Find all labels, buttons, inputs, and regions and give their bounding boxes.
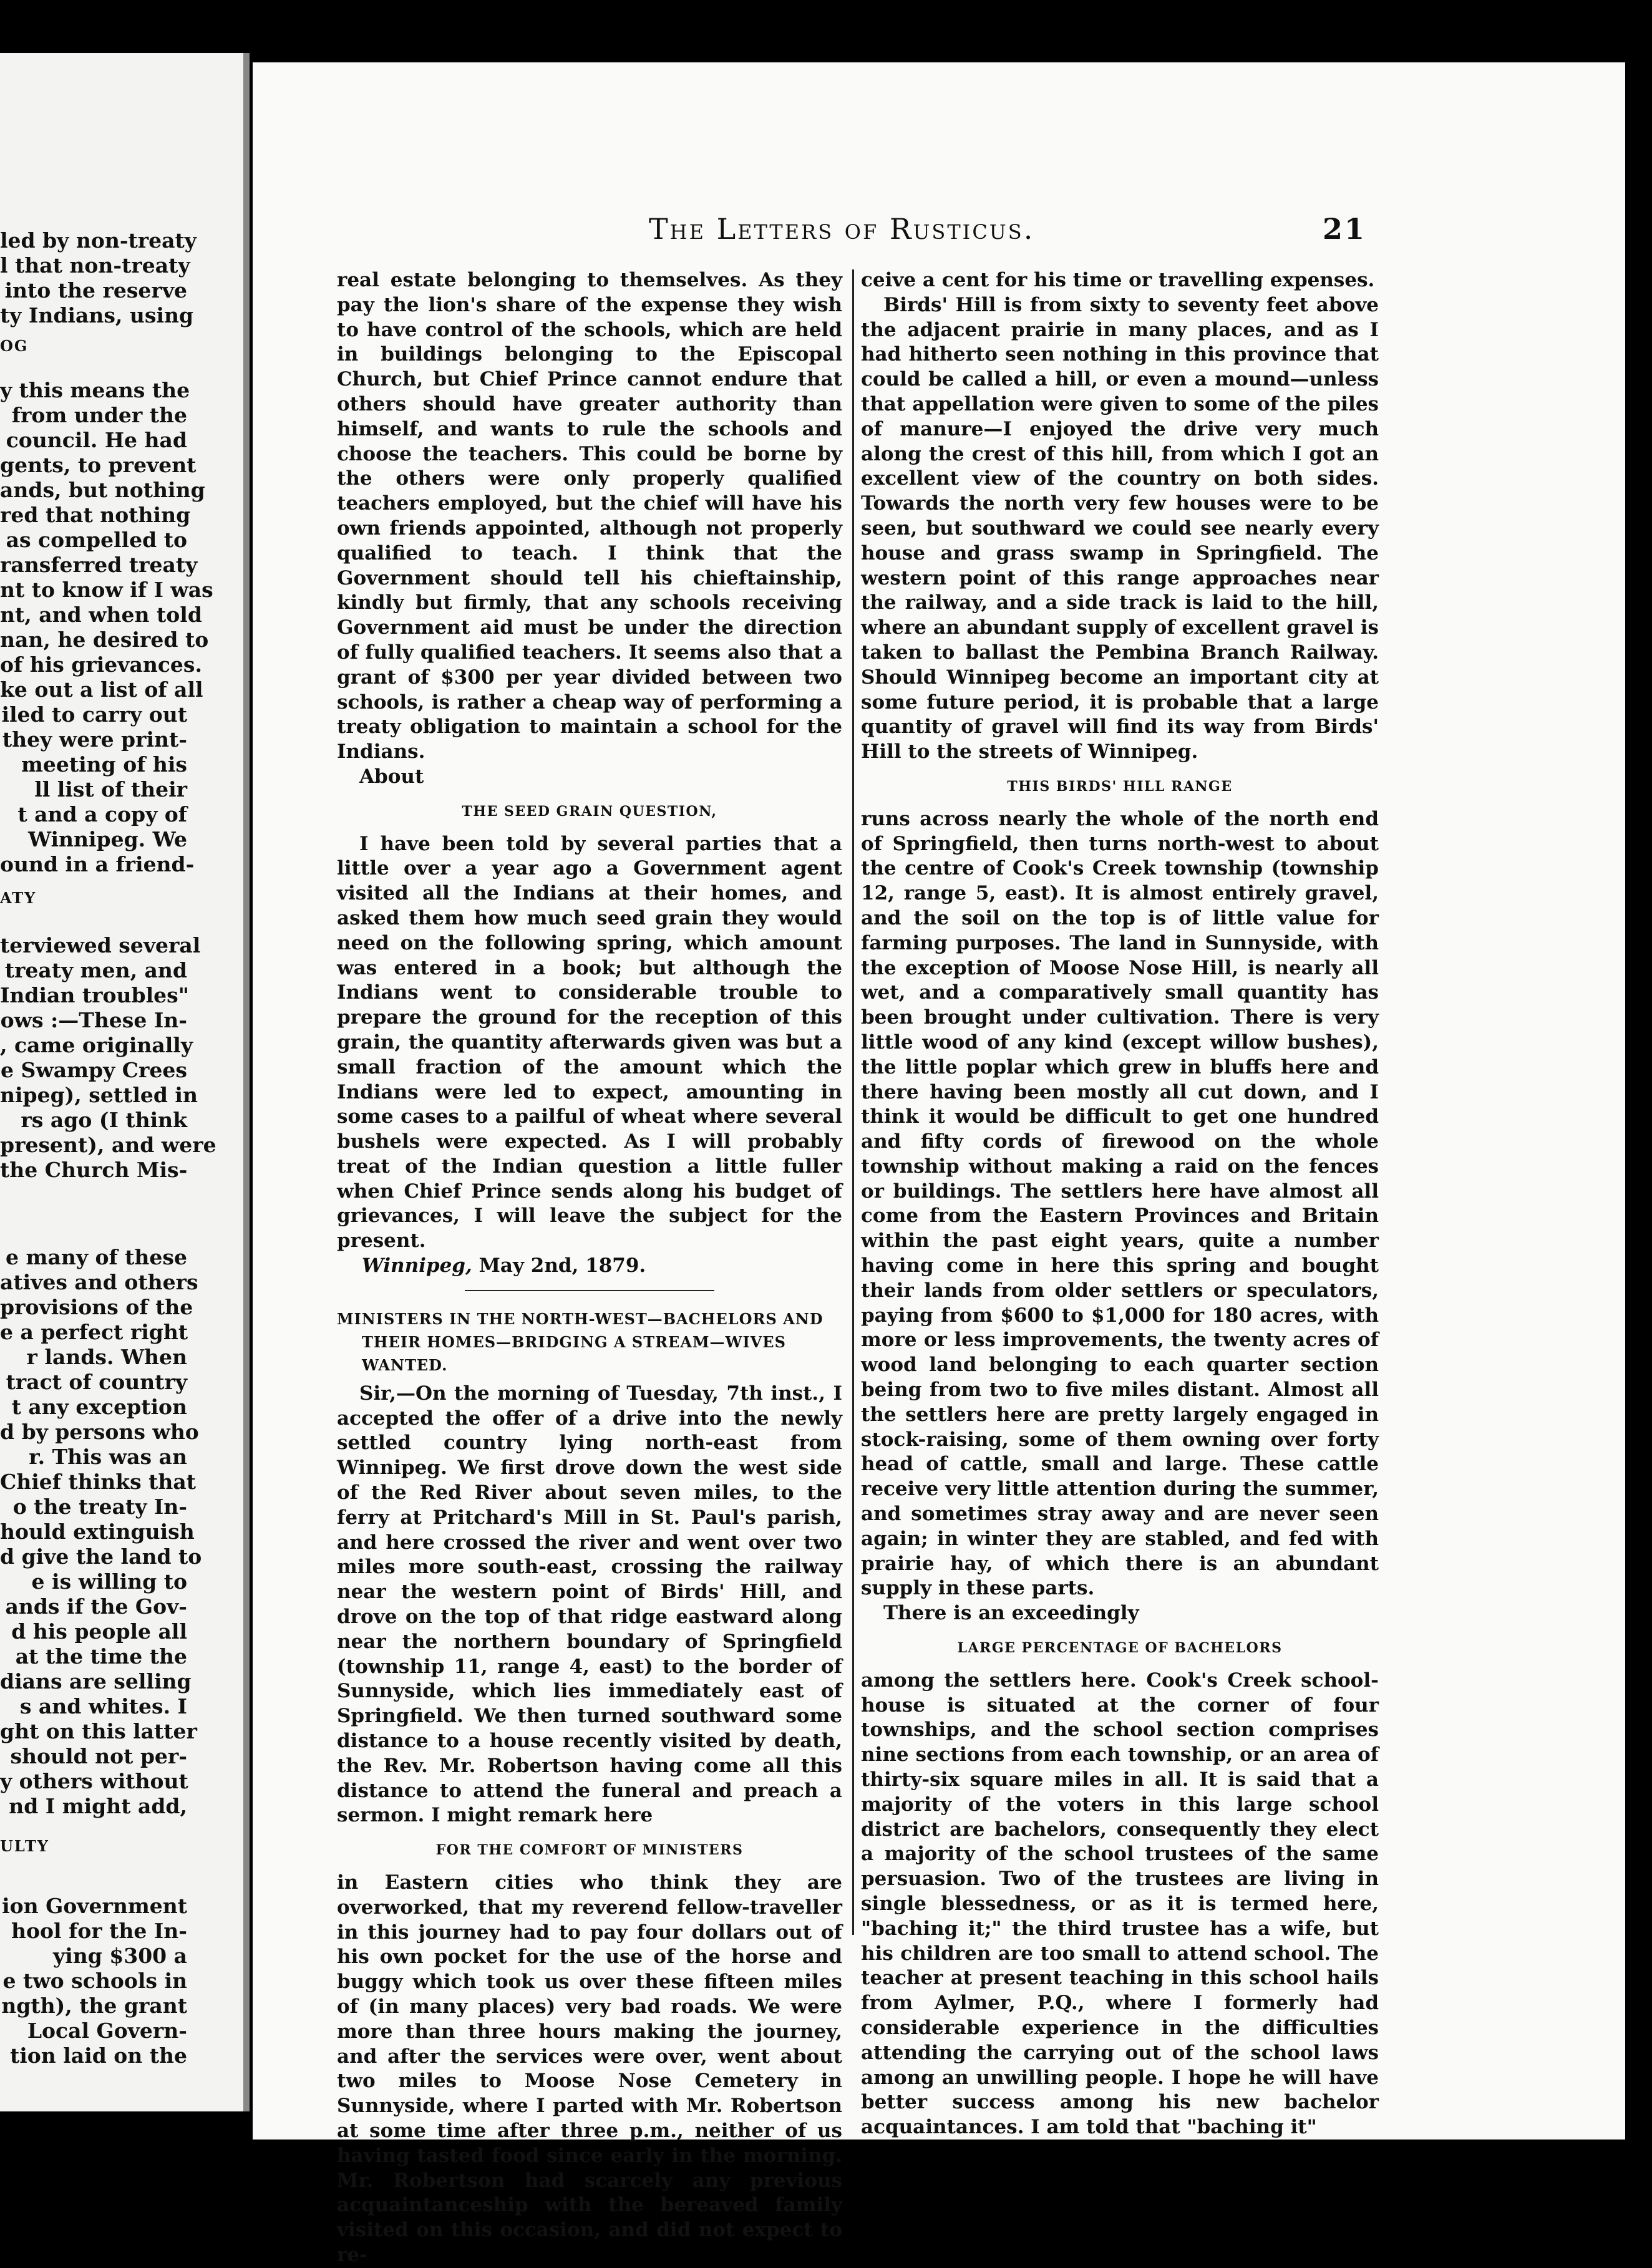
prev-page-line: the Church Mis- [0, 1158, 188, 1182]
prev-page-line: ransferred treaty [0, 553, 198, 577]
prev-page-line: ion Government [2, 1894, 187, 1918]
paragraph: Birds' Hill is from sixty to seventy feet above the adjacent prairie in many places, and as I had hitherto seen nothing in this province that could be called a hill, or even a mound—unless that appellation were given to some of the piles of manure—I enjoyed the drive very much along the crest of this hill, from which I got an excellent view of the country on both sides. Towards the north very few houses were to be seen, but southward we could see nearly every house and grass swamp in Springfield. The western point of this range approaches near the railway, and a side track is laid to the hill, where an abundant supply of excellent gravel is taken to ballast the Pembina Branch Railway. Should Winnipeg become an important city at some future period, it is probable that a large quantity of gravel will find its way from Birds' Hill to the streets of Winnipeg. [861, 293, 1379, 763]
prev-page-line: ght on this latter [0, 1719, 197, 1743]
running-head-title: The Letters of Rusticus. [649, 212, 1035, 246]
prev-page-line: provisions of the [0, 1295, 193, 1319]
prev-page-line: nipeg), settled in [0, 1083, 198, 1107]
prev-page-line: as compelled to [6, 528, 187, 552]
prev-page-line: d give the land to [0, 1544, 202, 1569]
paragraph: There is an exceedingly [883, 1602, 1139, 1625]
prev-page-line: iled to carry out [1, 702, 187, 727]
prev-page-line: meeting of his [21, 752, 187, 777]
prev-page-heading: OG [0, 337, 29, 355]
dateline-date: May 2nd, 1879. [479, 1254, 646, 1277]
subheading: LARGE PERCENTAGE OF BACHELORS [957, 1640, 1283, 1657]
paragraph: runs across nearly the whole of the north end of Springfield, then turns north-west to about the centre of Cook's Creek township (township 12, range 5, east). It is almost entirely gravel, and the soil on the top is of little value for farming purposes. The land in Sunnyside, with the exception of Moose Nose Hill, is nearly all wet, and a comparatively small quantity has been brought under cultivation. There is very little wood of any kind (except willow bushes), the little poplar which grew in bluffs here and there having been mostly all cut down, and I think it would be difficult to get one hundred and fifty cords of firewood on the whole township without making a raid on the fences or buildings. The settlers here have almost all come from the Eastern Provinces and Britain within the past eight years, quite a number having come in here this spring and bought their lands from older settlers or speculators, paying from $600 to $1,000 for 180 acres, with more or less improvements, the twenty acres of wood land belonging to each quarter section being from two to five miles distant. Almost all the settlers here are pretty largely engaged in stock-raising, some of them owning over forty head of cattle, small and large. These cattle receive very little attention during the summer, and sometimes stray away and are never seen again; in winter they are stabled, and fed with prairie hay, of which there is an abundant supply in these parts. [861, 807, 1379, 1600]
prev-page-line: e Swampy Crees [1, 1058, 187, 1082]
prev-page-line: ows :—These In- [0, 1008, 187, 1032]
prev-page-line: t and a copy of [17, 802, 187, 826]
subheading: FOR THE COMFORT OF MINISTERS [435, 1842, 744, 1859]
paragraph: among the settlers here. Cook's Creek school-house is situated at the corner of four townships, and the school section comprises nine sections from each township, or an area of thirty-six square miles in all. It is said that a majority of the voters in this large school district are bachelors, consequently they elect a majority of the school trustees of the same persuasion. Two of the trustees are living in single blessedness, or as it is termed here, "baching it;" the third trustee has a wife, but his children are too small to attend school. The teacher at present teaching in this school hails from Aylmer, P.Q., where I formerly had considerable experience in the difficulties attending the carrying out of the school laws among an unwilling people. I hope he will have better success among his new bachelor acquaintances. I am told that "baching it" [861, 1669, 1379, 2139]
prev-page-line: atives and others [0, 1270, 198, 1294]
paragraph: in Eastern cities who think they are overworked, that my reverend fellow-traveller in this journey had to pay four dollars out of his own pocket for the use of the horse and buggy which took us over these fifteen miles of (in many places) very bad roads. We were more than three hours making the journey, and after the services were over, went about two miles to Moose Nose Cemetery in Sunnyside, where I parted with Mr. Robertson at some time after three p.m., neither of us having tasted food since early in the morning. Mr. Robertson had scarcely any previous acquaintanceship with the bereaved family visited on this occasion, and did not expect to re- [337, 1871, 842, 2266]
prev-page-line: r lands. When [26, 1345, 187, 1369]
paragraph: I have been told by several parties that a little over a year ago a Government agent visited all the Indians at their homes, and asked them how much seed grain they would need on the following spring, which amount was entered in a book; but although the Indians went to considerable trouble to prepare the ground for the reception of this grain, the quantity afterwards given was but a small fraction of the amount which the Indians were led to expect, amounting in some cases to a pailful of wheat where several bushels were expected. As I will probably treat of the Indian question a little fuller when Chief Prince sends along his budget of grievances, I will leave the subject for the present. [337, 832, 842, 1253]
prev-page-line: nan, he desired to [0, 628, 209, 652]
prev-page-line: o the treaty In- [12, 1495, 187, 1519]
prev-page-line: e two schools in [2, 1969, 187, 1993]
prev-page-line: gents, to prevent [0, 453, 197, 477]
running-head [649, 212, 1422, 246]
prev-page-line: s and whites. I [19, 1694, 187, 1718]
prev-page-line: d by persons who [0, 1420, 199, 1444]
prev-page-line: y this means the [0, 378, 190, 402]
prev-page-line: dians are selling [0, 1669, 192, 1694]
article-heading-line: WANTED. [362, 1355, 448, 1374]
prev-page-line: r. This was an [29, 1445, 187, 1469]
article-heading [337, 1307, 842, 1377]
paragraph: Sir,—On the morning of Tuesday, 7th inst., I accepted the offer of a drive into the newly settled country lying north-east from Winnipeg. We first drove down the west side of the Red River about seven miles, to the ferry at Pritchard's Mill in St. Paul's parish, and here crossed the river and went over two miles more south-east, crossing the railway near the western point of Birds' Hill, and drove on the top of that ridge eastward along near the northern boundary of Springfield (township 11, range 4, east) to the border of Sunnyside, which lies immediately east of Springfield. We then turned southward some distance to a house recently visited by death, the Rev. Mr. Robertson having come all this distance to attend the funeral and preach a sermon. I might remark here [337, 1382, 842, 1827]
prev-page-line: should not per- [10, 1744, 187, 1768]
separator-rule [465, 1290, 714, 1291]
prev-page-line: tract of country [6, 1370, 187, 1394]
prev-page-line: ying $300 a [53, 1944, 187, 1968]
prev-page-line: ands, but nothing [0, 478, 205, 502]
prev-page-line: tion laid on the [9, 2043, 187, 2068]
prev-page-line: e a perfect right [0, 1320, 188, 1344]
prev-page-line: ll list of their [34, 777, 187, 802]
prev-page-line: ty Indians, using [0, 303, 194, 327]
paragraph: ceive a cent for his time or travelling expenses. [861, 269, 1375, 291]
prev-page-line: y others without [0, 1769, 188, 1793]
prev-page-heading: ULTY [0, 1837, 49, 1855]
prev-page-line: they were print- [2, 727, 187, 752]
prev-page-line: ngth), the grant [1, 1994, 187, 2018]
prev-page-line: ound in a friend- [0, 852, 195, 876]
prev-page-line: Indian troubles" [0, 983, 189, 1007]
prev-page-line: led by non-treaty [0, 228, 197, 253]
prev-page-line: terviewed several [0, 933, 201, 957]
prev-page-line: from under the [11, 403, 187, 427]
prev-page-line: of his grievances. [0, 652, 202, 677]
subheading: THE SEED GRAIN QUESTION, [462, 803, 717, 820]
prev-page-line: ands if the Gov- [5, 1594, 187, 1619]
prev-page-line: d his people all [11, 1619, 187, 1644]
prev-page-line: Local Govern- [27, 2018, 187, 2043]
prev-page-line: , came originally [0, 1033, 193, 1057]
page-number: 21 [1322, 212, 1366, 246]
prev-page-line: treaty men, and [4, 958, 187, 982]
article-heading-line: MINISTERS IN THE NORTH-WEST—BACHELORS AND [337, 1309, 824, 1328]
prev-page-line: present), and were [0, 1133, 216, 1157]
prev-page-line: council. He had [6, 428, 187, 452]
article-heading-line: THEIR HOMES—BRIDGING A STREAM—WIVES [362, 1332, 786, 1351]
prev-page-line: nt, and when told [0, 603, 202, 627]
prev-page-line: nt to know if I was [0, 578, 213, 602]
paragraph: real estate belonging to themselves. As they pay the lion's share of the expense they wish to have control of the schools, which are held in buildings belonging to the Episcopal Church, but Chief Prince cannot endure that others should have greater authority than himself, and wants to rule the schools and choose the teachers. This could be borne by the others were only properly qualified teachers employed, but the chief will have his own friends appointed, although not properly qualified to teach. I think that the Government should tell his chieftainship, kindly but firmly, that any schools receiving Government aid must be under the direction of fully qualified teachers. It seems also that a grant of $300 per year divided between two schools, is rather a cheap way of performing a treaty obligation to maintain a school for the Indians. [337, 269, 842, 763]
prev-page-line: Chief thinks that [0, 1470, 197, 1494]
column-rule [852, 269, 854, 1935]
prev-page-line: at the time the [15, 1644, 187, 1669]
previous-page-fragment [0, 53, 250, 2111]
paragraph: About [359, 765, 424, 788]
prev-page-line: t any exception [11, 1395, 187, 1419]
subheading: THIS BIRDS' HILL RANGE [1007, 778, 1233, 795]
prev-page-line: e is willing to [31, 1569, 187, 1594]
prev-page-line: Winnipeg. We [27, 827, 187, 851]
left-column [337, 268, 842, 2268]
prev-page-line: into the reserve [4, 278, 187, 303]
prev-page-heading: ATY [0, 889, 37, 907]
prev-page-line: hould extinguish [0, 1519, 195, 1544]
prev-page-line: hool for the In- [11, 1919, 187, 1943]
prev-page-line: nd I might add, [9, 1794, 187, 1818]
prev-page-line: red that nothing [0, 503, 191, 527]
prev-page-line: ke out a list of all [0, 677, 203, 702]
prev-page-line: l that non-treaty [0, 253, 190, 278]
dateline-place: Winnipeg, [362, 1254, 472, 1277]
right-column [861, 268, 1379, 2140]
dateline [337, 1254, 842, 1279]
prev-page-line: e many of these [6, 1245, 187, 1269]
prev-page-line: rs ago (I think [21, 1108, 187, 1132]
